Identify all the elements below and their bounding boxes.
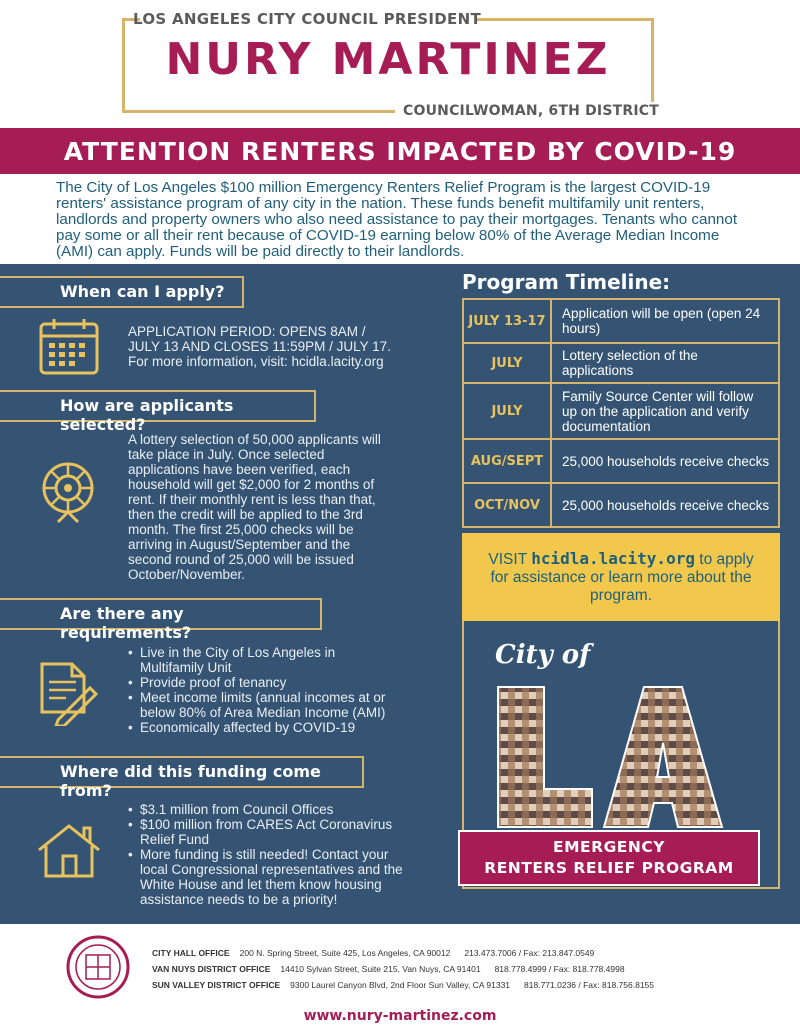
list-item: • $3.1 million from Council Offices (128, 802, 408, 817)
selected-answer: A lottery selection of 50,000 applicants will take place in July. Once selected applications have been verified, each household will get $2,000 for 2 months of rent. If their monthly rent is less than that, then the credit will be applied to the 3rd month. The first 25,000 checks will be arriving in August/September and the second round of 25,000 will be issued October/November. (128, 432, 381, 582)
timeline-date: OCT/NOV (463, 483, 551, 527)
list-item: • $100 million from CARES Act Coronavirus Relief Fund (128, 817, 408, 847)
funding-question: Where did this funding come from? (60, 762, 321, 800)
lottery-wheel-icon (36, 460, 100, 524)
list-item: • More funding is still needed! Contact your local Congressional representatives and the White House and let them know housing assistance needs to be a priority! (128, 847, 408, 907)
document-pen-icon (38, 662, 100, 726)
svg-text:LA: LA (494, 685, 496, 686)
intro-paragraph: The City of Los Angeles $100 million Emergency Renters Relief Program is the largest COVID-19 renters' assistance program of any city in the nation. These funds benefit multifamily unit renters, landlords and property owners who also need assistance to pay their mortgages. Tenants who cannot pay some or all their rent because of COVID-19 earning below 80% of the Average Median Income (AMI) can apply. Funds will be paid directly to their landlords. (56, 179, 738, 260)
selected-question: How are applicants selected? (60, 396, 234, 434)
office-sun-valley: SUN VALLEY DISTRICT OFFICE 9300 Laurel Canyon Blvd, 2nd Floor Sun Valley, CA 91331 818.771.0236 / Fax: 818.756.8155 (152, 980, 655, 990)
header-name: NURY MARTINEZ (165, 34, 611, 85)
requirements-question-box (0, 598, 322, 642)
timeline-desc: Application will be open (open 24 hours) (551, 299, 779, 343)
city-seal-icon (66, 935, 130, 999)
table-row (463, 439, 779, 483)
funding-question-box (0, 756, 364, 800)
requirements-question: Are there any requirements? (60, 604, 192, 642)
timeline-desc: Lottery selection of the applications (551, 343, 779, 383)
timeline-desc: 25,000 households receive checks (551, 439, 779, 483)
selected-question-box (0, 390, 316, 434)
list-item: • Live in the City of Los Angeles in Multifamily Unit (128, 645, 390, 675)
apply-question-box (0, 276, 244, 308)
office-city-hall: CITY HALL OFFICE 200 N. Spring Street, Suite 425, Los Angeles, CA 90012 213.473.7006 / Fax: 213.847.0549 (152, 948, 595, 958)
header-pre-title: LOS ANGELES CITY COUNCIL PRESIDENT (133, 10, 481, 28)
list-item: • Provide proof of tenancy (128, 675, 390, 690)
requirements-list (128, 645, 390, 735)
table-row (463, 383, 779, 439)
program-line-2: RENTERS RELIEF PROGRAM (484, 859, 734, 877)
city-of-script: City of (495, 640, 591, 670)
header-post-title: COUNCILWOMAN, 6TH DISTRICT (403, 103, 659, 119)
list-item: • Economically affected by COVID-19 (128, 720, 390, 735)
apply-answer: APPLICATION PERIOD: OPENS 8AM / JULY 13 AND CLOSES 11:59PM / JULY 17. For more information, visit: hcidla.lacity.org (128, 324, 391, 369)
funding-list (128, 802, 408, 907)
attention-banner (0, 128, 800, 174)
timeline-desc: Family Source Center will follow up on the application and verify documentation (551, 383, 779, 439)
timeline-date: JULY 13-17 (463, 299, 551, 343)
visit-link[interactable]: hcidla.lacity.org (531, 548, 695, 568)
program-line-1: EMERGENCY (553, 838, 665, 856)
banner-text: ATTENTION RENTERS IMPACTED BY COVID-19 (63, 136, 737, 166)
timeline-date: AUG/SEPT (463, 439, 551, 483)
table-row (463, 299, 779, 343)
timeline-table (462, 298, 780, 528)
table-row (463, 343, 779, 383)
apply-question: When can I apply? (60, 282, 225, 301)
office-van-nuys: VAN NUYS DISTRICT OFFICE 14410 Sylvan Street, Suite 215, Van Nuys, CA 91401 818.778.4999 / Fax: 818.778.4998 (152, 964, 625, 974)
calendar-icon (38, 318, 100, 376)
table-row (463, 483, 779, 527)
timeline-desc: 25,000 households receive checks (551, 483, 779, 527)
house-icon (36, 822, 102, 878)
timeline-date: JULY (463, 383, 551, 439)
timeline-title: Program Timeline: (462, 270, 671, 294)
timeline-date: JULY (463, 343, 551, 383)
la-photo-collage (494, 685, 724, 830)
visit-callout: VISIT hcidla.lacity.org to apply for assistance or learn more about the program. (462, 533, 780, 621)
program-name-box (458, 830, 760, 886)
website-link[interactable]: www.nury-martinez.com (303, 1008, 497, 1024)
list-item: • Meet income limits (annual incomes at or below 80% of Area Median Income (AMI) (128, 690, 390, 720)
